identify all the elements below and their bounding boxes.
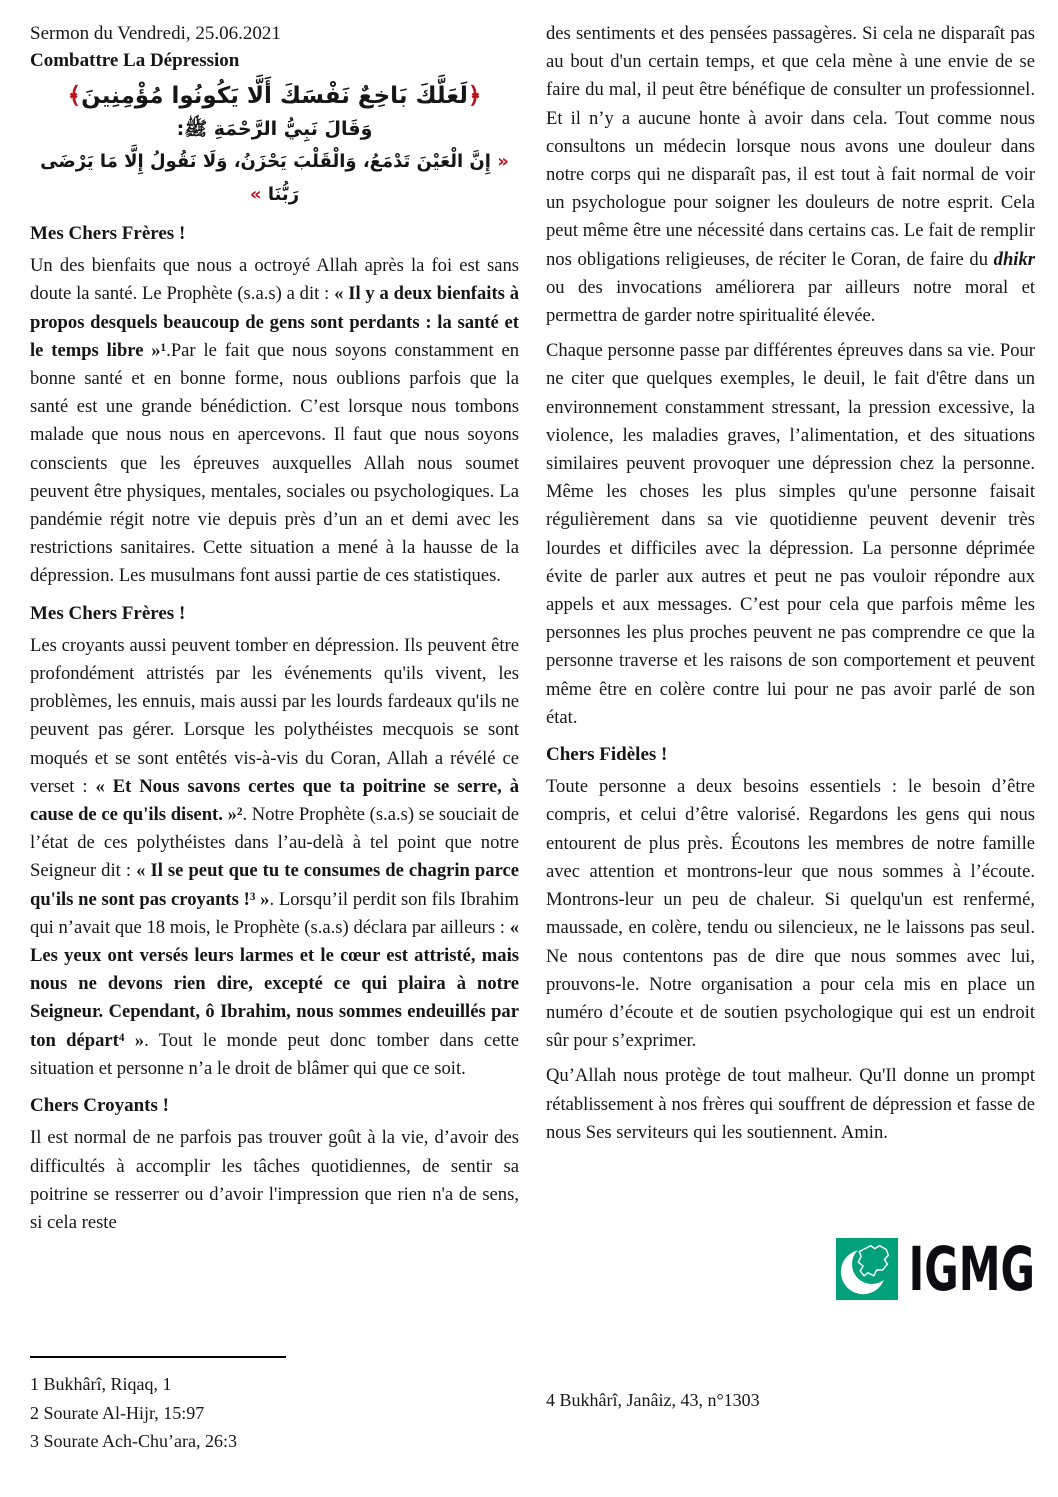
footnote-divider: [30, 1356, 286, 1358]
section-heading-freres-2: Mes Chers Frères !: [30, 602, 186, 624]
section-heading-freres-1: Mes Chers Frères !: [30, 223, 186, 244]
arabic-hadith-text: « إِنَّ الْعَيْنَ تَدْمَعُ، وَالْقَلْبَ يَحْزَنُ، وَلَا نَقُولُ إِلَّا مَا يَرْضَى رَبُّنَا »: [40, 151, 509, 205]
left-column: [30, 20, 519, 1244]
footnote-2: 2 Sourate Al-Hijr, 15:97: [30, 1402, 205, 1423]
paragraph-epreuves: Chaque personne passe par différentes épreuves dans sa vie. Pour ne citer que quelques exemples, le deuil, le fait d'être dans un environnement constamment stressant, la pression excessive, la violence, les maladies graves, l’alimentation, et des situations similaires peuvent provoquer une dépression chez la personne. Même les choses les plus simples qu'une personne faisait régulièrement dans sa vie quotidienne peuvent devenir très lourdes et difficiles avec la dépression. La personne déprimée évite de parler aux autres et peut ne pas vouloir répondre aux appels et aux messages. C’est pour cela que parfois même les personnes les plus proches peuvent ne pas comprendre ce que la personne traverse et les raisons de son comportement et peuvent même être en colère contre lui pour ne pas avoir parlé de son état.: [546, 340, 1035, 728]
igmg-logo: [830, 1233, 1035, 1305]
paragraph-normalite: Il est normal de ne parfois pas trouver goût à la vie, d’avoir des difficultés à accomplir les tâches quotidiennes, de sentir sa poitrine se resserrer ou d’avoir l'impression que rien n'a de sens, si cela reste: [30, 1127, 519, 1233]
arabic-quran-verse: ﴿لَعَلَّكَ بَاخِعٌ نَفْسَكَ أَلَّا يَكُونُوا مُؤْمِنِينَ﴾: [67, 83, 482, 109]
footnote-1: 1 Bukhârî, Riqaq, 1: [30, 1374, 172, 1394]
two-column-layout: [30, 20, 1035, 1244]
page-title: Combattre La Dépression: [30, 50, 240, 71]
paragraph-priere-finale: Qu’Allah nous protège de tout malheur. Qu'Il donne un prompt rétablissement à nos frères qui souffrent de dépression et fasse de nous Ses serviteurs qui les soutiennent. Amin.: [546, 1065, 1035, 1143]
paragraph-consulter-professionnel: des sentiments et des pensées passagères. Si cela ne disparaît pas au bout d'un certain temps, et que cela mène à une envie de se faire du mal, il peut être bénéfique de consulter un professionnel. Et il n’y a aucune honte à avoir dans cela. Tout comme nous consultons un médecin lorsque nous avons une douleur dans notre corps qui ne disparaît pas, il est tout à fait normal de voir un psychologue pour soigner les douleurs de notre esprit. Cela peut même être une nécessité dans certains cas. Le fait de remplir nos obligations religieuses, de réciter le Coran, de faire du dhikr ou des invocations améliorera par ailleurs notre moral et permettra de garder notre spiritualité élevée.: [546, 23, 1035, 327]
page-header-date: Sermon du Vendredi, 25.06.2021: [30, 23, 281, 44]
paragraph-croyants-depression: Les croyants aussi peuvent tomber en dépression. Ils peuvent être profondément attristés par les événements qu'ils vivent, les problèmes, les ennuis, mais aussi par les lourds fardeaux qu'ils ne peuvent pas gérer. Lorsque les polythéistes mecquois se sont moqués et se sont entêtés vis-à-vis du Coran, Allah a révélé ce verset : « Et Nous savons certes que ta poitrine se serre, à cause de ce qu'ils disent. »². Notre Prophète (s.a.s) se souciait de l’état de ces polythéistes dans l’au-delà à tel point que notre Seigneur dit : « Il se peut que tu te consumes de chagrin parce qu'ils ne sont pas croyants !³ ». Lorsqu’il perdit son fils Ibrahim qui n’avait que 18 mois, le Prophète (s.a.s) déclara par ailleurs : « Les yeux ont versés leurs larmes et le cœur est attristé, mais nous ne devons rien dire, excepté ce qui plaira à notre Seigneur. Cependant, ô Ibrahim, nous sommes endeuillés par ton départ⁴ ». Tout le monde peut donc tomber dans cette situation et personne n’a le droit de blâmer qui que ce soit.: [30, 634, 520, 1079]
crescent-map-icon: [836, 1238, 898, 1300]
arabic-hadith-intro: وَقَالَ نَبِيُّ الرَّحْمَةِ ﷺ:: [176, 118, 373, 140]
footnote-4: 4 Bukhârî, Janâiz, 43, n°1303: [546, 1390, 760, 1410]
paragraph-sante: Un des bienfaits que nous a octroyé Allah après la foi est sans doute la santé. Le Prophète (s.a.s) a dit : « Il y a deux bienfaits à propos desquels beaucoup de gens sont perdants : la santé et le temps libre »¹.Par le fait que nous soyons constamment en bonne santé et en bonne forme, nous oublions parfois que la santé est une grande bénédiction. C’est lorsque nous tombons malade que nous nous en apercevons. Il faut que nous soyons conscients que les épreuves auxquelles Allah nous soumet peuvent être physiques, mentales, sociales ou psychologiques. La pandémie régit notre vie depuis près d’un an et demi avec les restrictions sanitaires. Cette situation a mené à la hausse de la dépression. Les musulmans font aussi partie de ces statistiques.: [30, 255, 519, 587]
footnote-3: 3 Sourate Ach-Chu’ara, 26:3: [30, 1431, 237, 1452]
section-heading-croyants: Chers Croyants !: [30, 1095, 169, 1117]
right-column: [546, 20, 1035, 1244]
section-heading-fideles: Chers Fidèles !: [546, 744, 668, 766]
footnotes-right: [546, 1386, 1035, 1415]
footnotes-left: [30, 1356, 519, 1456]
igmg-logo-text: IGMG: [908, 1233, 1035, 1305]
paragraph-besoins-essentiels: Toute personne a deux besoins essentiels : le besoin d’être compris, et celui d’être valorisé. Regardons les gens qui nous entourent de plus près. Écoutons les membres de notre famille avec attention et montrons-leur que nous sommes à l’écoute. Montrons-leur un peu de chaleur. Si quelqu'un est renfermé, maussade, en colère, tendu ou silencieux, ne le laissons pas seul. Ne nous contentons pas de dire que nous sommes avec lui, prouvons-le. Notre organisation a pour cela mis en place un numéro d’écoute et de soutien psychologique qui est un endroit sûr pour s’exprimer.: [546, 776, 1035, 1052]
